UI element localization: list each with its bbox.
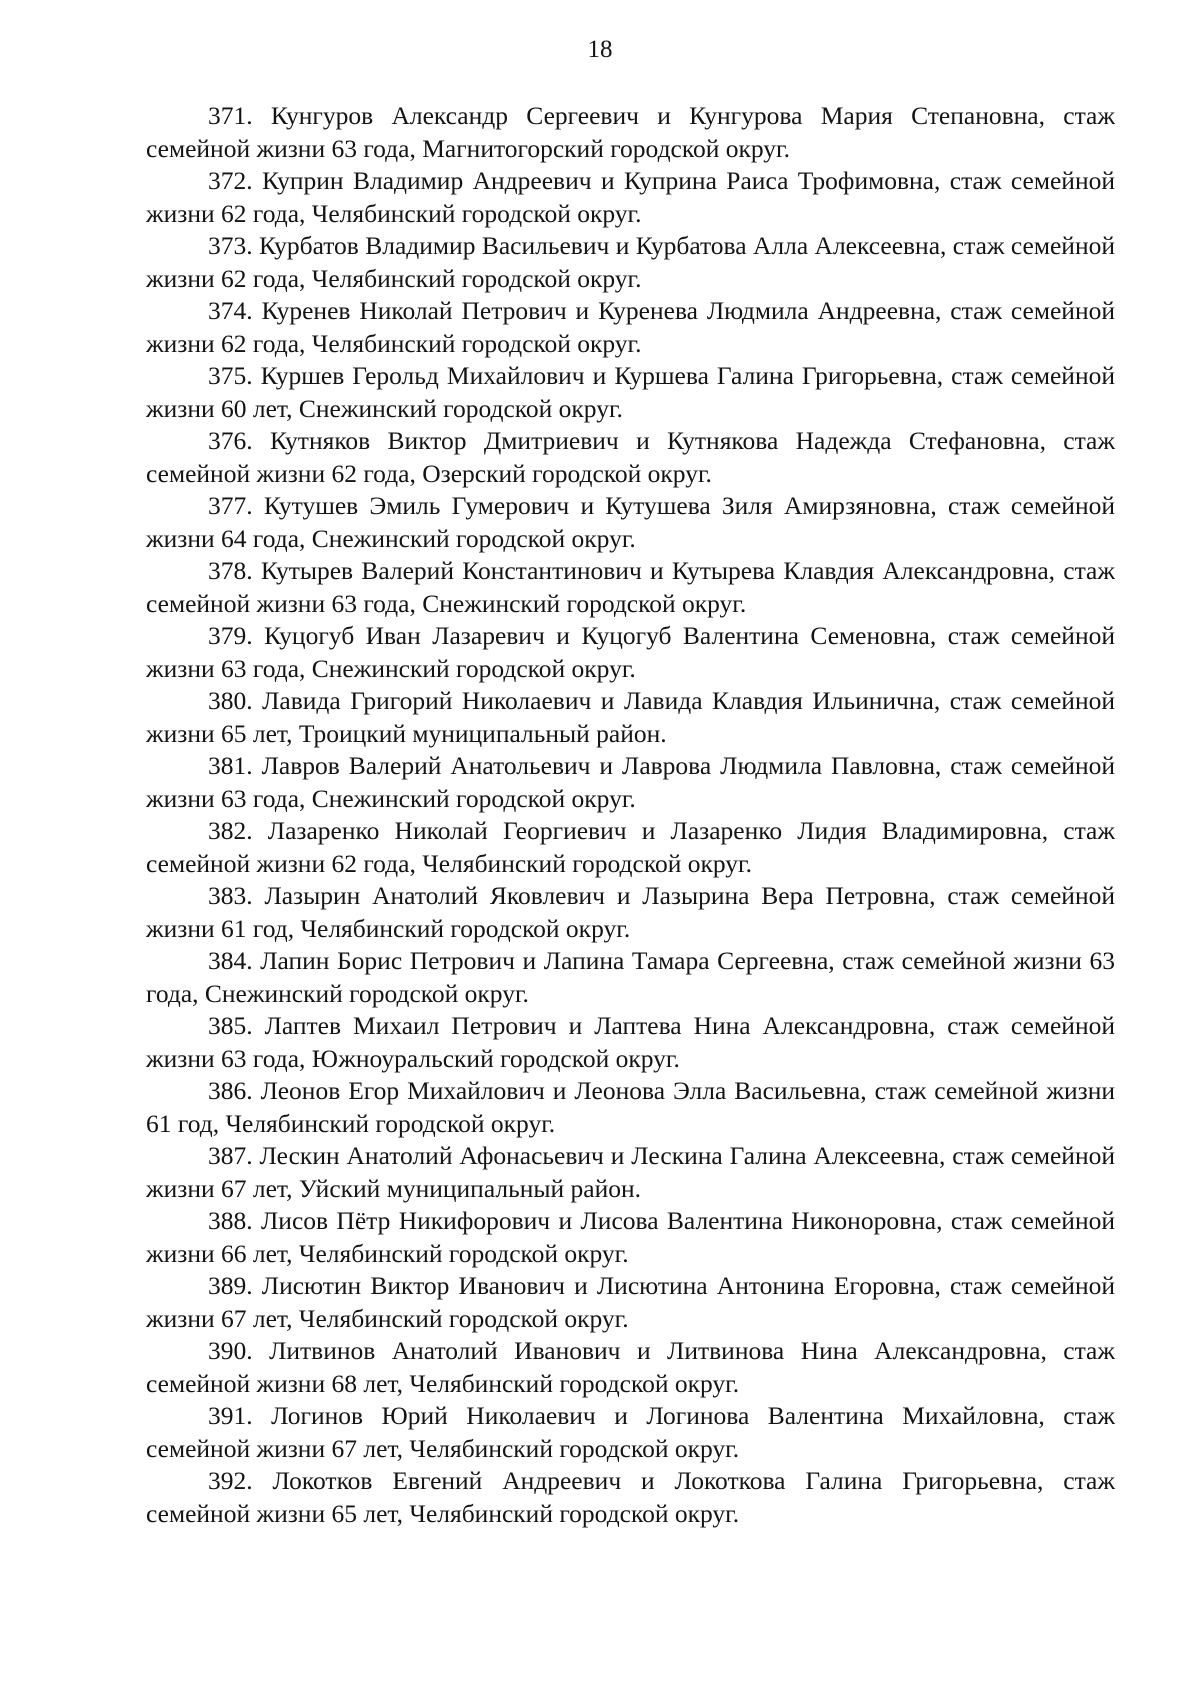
list-item: 374. Куренев Николай Петрович и Куренева Людмила Андреевна, стаж семейной жизни 62 года, Челябинский городской округ. <box>146 296 1115 358</box>
list-item: 378. Кутырев Валерий Константинович и Кутырева Клавдия Александровна, стаж семейной жизни 63 года, Снежинский городской округ. <box>146 556 1115 618</box>
list-item: 386. Леонов Егор Михайлович и Леонова Элла Васильевна, стаж семейной жизни 61 год, Челябинский городской округ. <box>146 1076 1115 1138</box>
list-item: 387. Лескин Анатолий Афонасьевич и Лескина Галина Алексеевна, стаж семейной жизни 67 лет, Уйский муниципальный район. <box>146 1141 1115 1203</box>
list-item: 382. Лазаренко Николай Георгиевич и Лазаренко Лидия Владимировна, стаж семейной жизни 62 года, Челябинский городской округ. <box>146 816 1115 878</box>
list-item: 388. Лисов Пётр Никифорович и Лисова Валентина Никоноровна, стаж семейной жизни 66 лет, Челябинский городской округ. <box>146 1206 1115 1268</box>
list-item: 385. Лаптев Михаил Петрович и Лаптева Нина Александровна, стаж семейной жизни 63 года, Южноуральский городской округ. <box>146 1011 1115 1073</box>
list-item: 389. Лисютин Виктор Иванович и Лисютина Антонина Егоровна, стаж семейной жизни 67 лет, Челябинский городской округ. <box>146 1271 1115 1333</box>
list-item: 379. Куцогуб Иван Лазаревич и Куцогуб Валентина Семеновна, стаж семейной жизни 63 года, Снежинский городской округ. <box>146 621 1115 683</box>
page-number: 18 <box>587 36 613 63</box>
list-item: 371. Кунгуров Александр Сергеевич и Кунгурова Мария Степановна, стаж семейной жизни 63 года, Магнитогорский городской округ. <box>146 101 1115 163</box>
list-item: 383. Лазырин Анатолий Яковлевич и Лазырина Вера Петровна, стаж семейной жизни 61 год, Челябинский городской округ. <box>146 881 1115 943</box>
entry-list <box>146 100 1115 1530</box>
list-item: 373. Курбатов Владимир Васильевич и Курбатова Алла Алексеевна, стаж семейной жизни 62 года, Челябинский городской округ. <box>146 231 1115 293</box>
list-item: 384. Лапин Борис Петрович и Лапина Тамара Сергеевна, стаж семейной жизни 63 года, Снежинский городской округ. <box>146 946 1115 1008</box>
list-item: 372. Куприн Владимир Андреевич и Куприна Раиса Трофимовна, стаж семейной жизни 62 года, Челябинский городской округ. <box>146 166 1115 228</box>
list-item: 391. Логинов Юрий Николаевич и Логинова Валентина Михайловна, стаж семейной жизни 67 лет, Челябинский городской округ. <box>146 1401 1115 1463</box>
list-item: 381. Лавров Валерий Анатольевич и Лаврова Людмила Павловна, стаж семейной жизни 63 года, Снежинский городской округ. <box>146 751 1115 813</box>
list-item: 375. Куршев Герольд Михайлович и Куршева Галина Григорьевна, стаж семейной жизни 60 лет, Снежинский городской округ. <box>146 361 1115 423</box>
list-item: 390. Литвинов Анатолий Иванович и Литвинова Нина Александровна, стаж семейной жизни 68 лет, Челябинский городской округ. <box>146 1336 1115 1398</box>
list-item: 380. Лавида Григорий Николаевич и Лавида Клавдия Ильинична, стаж семейной жизни 65 лет, Троицкий муниципальный район. <box>146 686 1115 748</box>
list-item: 376. Кутняков Виктор Дмитриевич и Кутнякова Надежда Стефановна, стаж семейной жизни 62 года, Озерский городской округ. <box>146 426 1115 488</box>
list-item: 377. Кутушев Эмиль Гумерович и Кутушева Зиля Амирзяновна, стаж семейной жизни 64 года, Снежинский городской округ. <box>146 491 1115 553</box>
list-item: 392. Локотков Евгений Андреевич и Локоткова Галина Григорьевна, стаж семейной жизни 65 лет, Челябинский городской округ. <box>146 1466 1115 1528</box>
